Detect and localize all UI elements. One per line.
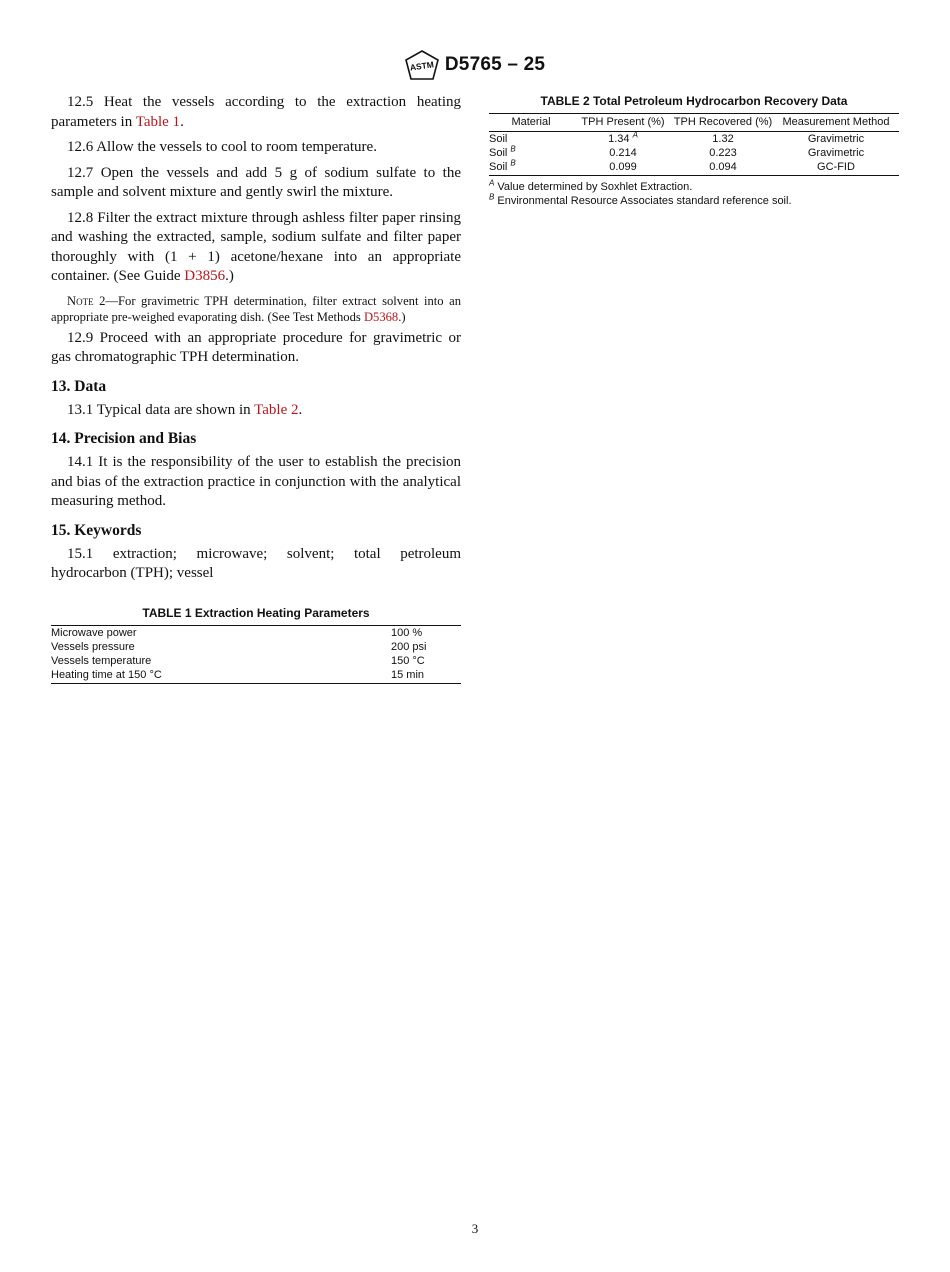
right-column xyxy=(489,94,899,208)
table-cell: 100 % xyxy=(391,626,423,639)
table-header-row xyxy=(489,114,899,132)
section-13-heading: 13. Data xyxy=(51,377,107,395)
table-cell: Gravimetric xyxy=(807,133,865,145)
column-header: TPH Recovered (%) xyxy=(673,114,773,132)
page-header xyxy=(0,50,950,85)
table-cell: 0.214 xyxy=(609,147,637,159)
table-row xyxy=(489,146,899,160)
table-1-link[interactable]: Table 1 xyxy=(135,113,181,130)
left-column xyxy=(51,93,461,684)
table-row xyxy=(489,160,899,176)
table-row xyxy=(51,654,461,668)
astm-logo-icon xyxy=(405,50,439,80)
paragraph-13-1: 13.1 Typical data are shown in Table 2. xyxy=(67,401,303,418)
table-cell: 0.094 xyxy=(673,160,773,176)
d5368-link[interactable]: D5368 xyxy=(363,309,399,324)
table-2 xyxy=(489,113,899,176)
table-cell: Vessels temperature xyxy=(51,654,152,667)
table-cell: 150 °C xyxy=(391,654,425,667)
paragraph-12-7: 12.7 Open the vessels and add 5 g of sodium sulfate to the sample and solvent mixture and gently swirl the mixture. xyxy=(51,164,462,200)
table-cell: Microwave power xyxy=(51,626,137,639)
table-2-title: TABLE 2 Total Petroleum Hydrocarbon Recovery Data xyxy=(540,94,848,108)
table-cell: Soil $^B$ xyxy=(489,144,516,159)
table-1 xyxy=(51,625,461,684)
section-15-heading: 15. Keywords xyxy=(51,521,142,539)
table-cell: Soil $^B$ xyxy=(489,160,573,176)
table-cell: Soil xyxy=(489,133,508,145)
table-2-link[interactable]: Table 2 xyxy=(254,401,299,418)
table-row xyxy=(51,668,461,684)
section-14-heading: 14. Precision and Bias xyxy=(51,430,197,447)
table-cell: GC-FID xyxy=(773,160,899,176)
table-1-title: TABLE 1 Extraction Heating Parameters xyxy=(142,605,370,620)
paragraph-12-8: 12.8 Filter the extract mixture through ashless filter paper rinsing and washing the extracted, sample, sodium sulfate and filter paper thoroughly with (1 + 1) acetone/hexane into an appropriate container. (See Guide D3856.) xyxy=(51,209,462,284)
note-2: Note 2—For gravimetric TPH determination, filter extract solvent into an appropriate pre-weighed evaporating dish. (See Test Methods D5368.) xyxy=(51,293,461,324)
paragraph-15-1: 15.1 extraction; microwave; solvent; total petroleum hydrocarbon (TPH); vessel xyxy=(51,545,462,581)
page-number: 3 xyxy=(471,1221,479,1236)
footnote-a: $^A$ Value determined by Soxhlet Extraction. xyxy=(489,178,693,193)
table-cell: Vessels pressure xyxy=(51,640,135,653)
table-cell: 0.099 xyxy=(573,160,673,176)
table-row xyxy=(489,132,899,147)
table-row xyxy=(51,640,461,654)
column-header: Material xyxy=(489,114,573,132)
table-cell: 15 min xyxy=(391,668,461,684)
table-cell: 200 psi xyxy=(391,640,427,653)
d3856-link[interactable]: D3856 xyxy=(184,268,226,284)
footnote-b: $^B$ Environmental Resource Associates standard reference soil. xyxy=(489,192,792,207)
paragraph-12-9: 12.9 Proceed with an appropriate procedure for gravimetric or gas chromatographic TPH determination. xyxy=(51,329,461,365)
column-header: TPH Present (%) xyxy=(573,114,673,132)
table-cell: Heating time at 150 °C xyxy=(51,668,391,684)
table-cell: 0.223 xyxy=(709,147,737,159)
table-cell: 1.32 xyxy=(712,133,734,145)
table-cell: 1.34 $^A$ xyxy=(608,130,638,145)
document-id: D5765 – 25 xyxy=(444,54,546,75)
svg-text:ASTM: ASTM xyxy=(409,59,435,73)
column-header: Measurement Method xyxy=(773,114,899,132)
paragraph-12-6: 12.6 Allow the vessels to cool to room temperature. xyxy=(67,139,377,155)
table-row xyxy=(51,626,461,640)
paragraph-12-5: 12.5 Heat the vessels according to the extraction heating parameters in Table 1. xyxy=(51,94,461,130)
table-cell: Gravimetric xyxy=(807,147,865,159)
paragraph-14-1: 14.1 It is the responsibility of the user to establish the precision and bias of the extraction practice in conjunction with the analytical measuring method. xyxy=(51,454,462,509)
